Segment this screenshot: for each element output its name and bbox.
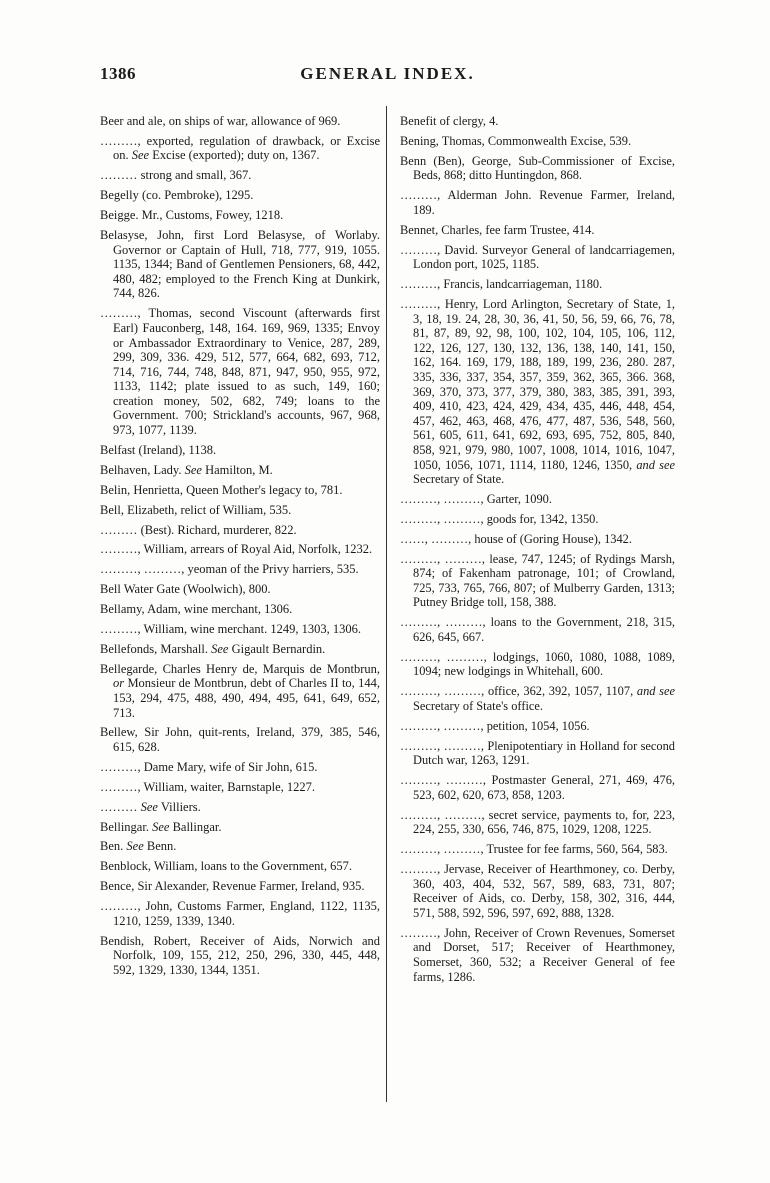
index-entry: Benn (Ben), George, Sub-Commissioner of Excise, Beds, 868; ditto Huntingdon, 868. bbox=[400, 153, 675, 183]
index-entry: Belfast (Ireland), 1138. bbox=[100, 442, 217, 457]
index-entry: ………, John, Customs Farmer, England, 1122, 1135, 1210, 1259, 1339, 1340. bbox=[100, 899, 380, 928]
index-entry: ………, Francis, landcarriageman, 1180. bbox=[400, 277, 603, 292]
index-entry: ………, ………, Trustee for fee farms, 560, 564, 583. bbox=[400, 842, 668, 857]
index-entry: Benblock, William, loans to the Government, 657. bbox=[100, 859, 353, 874]
index-entry: ………, David. Surveyor General of landcarriagemen, London port, 1025, 1185. bbox=[400, 242, 675, 272]
index-entry: ………, William, waiter, Barnstaple, 1227. bbox=[100, 779, 316, 794]
index-entry: Bening, Thomas, Commonwealth Excise, 539. bbox=[400, 133, 632, 148]
index-entry: Bennet, Charles, fee farm Trustee, 414. bbox=[400, 222, 595, 237]
index-entry: ………, Jervase, Receiver of Hearthmoney, co. Derby, 360, 403, 404, 532, 567, 589, 683, 731, 807; Receiver of Aids, co. Derby, 158, 302, 316, 444, 571, 588, 592, 596, 597, 692, 888, 1328. bbox=[400, 862, 675, 920]
index-entry: ………, William, wine merchant. 1249, 1303, 1306. bbox=[100, 621, 362, 636]
index-entry: Belin, Henrietta, Queen Mother's legacy to, 781. bbox=[100, 482, 343, 497]
index-entry: Beer and ale, on ships of war, allowance of 969. bbox=[100, 114, 341, 128]
index-entry: ………, ………, loans to the Government, 218, 315, 626, 645, 667. bbox=[400, 615, 675, 644]
index-entry: ………, John, Receiver of Crown Revenues, Somerset and Dorset, 517; Receiver of Hearthmoney, Somerset, 360, 532; a Receiver General of fee farms, 1286. bbox=[400, 925, 675, 984]
index-entry: ……… See Villiers. bbox=[100, 799, 201, 814]
index-entry: ………, ………, Garter, 1090. bbox=[400, 492, 552, 507]
index-entry: Bellegarde, Charles Henry de, Marquis de Montbrun, or Monsieur de Montbrun, debt of Charles II to, 144, 153, 294, 475, 488, 490, 494, 495, 641, 649, 652, 713. bbox=[100, 661, 380, 720]
index-entry: ………, ………, yeoman of the Privy harriers, 535. bbox=[100, 562, 359, 577]
index-entry: Bellamy, Adam, wine merchant, 1306. bbox=[100, 602, 293, 617]
index-entry: ……… strong and small, 367. bbox=[100, 168, 252, 183]
index-entry: ……, ………, house of (Goring House), 1342. bbox=[400, 531, 632, 546]
index-entry: Bell Water Gate (Woolwich), 800. bbox=[100, 582, 271, 597]
index-entry: ………, Alderman John. Revenue Farmer, Ireland, 189. bbox=[400, 188, 675, 217]
index-entry: Ben. See Benn. bbox=[100, 839, 177, 854]
column-divider bbox=[386, 106, 387, 1102]
running-title: GENERAL INDEX. bbox=[300, 64, 475, 83]
index-entry: ………, Dame Mary, wife of Sir John, 615. bbox=[100, 759, 318, 774]
index-entry: ………, ………, petition, 1054, 1056. bbox=[400, 718, 590, 733]
index-entry: ………, exported, regulation of drawback, or Excise on. See Excise (exported); duty on, 1367. bbox=[100, 133, 380, 163]
page-number: 1386 bbox=[100, 64, 136, 83]
index-entry: Bellew, Sir John, quit-rents, Ireland, 379, 385, 546, 615, 628. bbox=[100, 725, 380, 755]
index-entry: ………, William, arrears of Royal Aid, Norfolk, 1232. bbox=[100, 542, 373, 557]
index-entry: ………, ………, goods for, 1342, 1350. bbox=[400, 511, 599, 526]
index-entry: Bell, Elizabeth, relict of William, 535. bbox=[100, 502, 292, 517]
index-entry: Bence, Sir Alexander, Revenue Farmer, Ireland, 935. bbox=[100, 879, 365, 894]
index-entry: Bellefonds, Marshall. See Gigault Bernardin. bbox=[100, 641, 326, 656]
index-entry: ………, ………, Postmaster General, 271, 469, 476, 523, 602, 620, 673, 858, 1203. bbox=[400, 773, 675, 802]
page-header bbox=[100, 64, 675, 88]
index-entry: ………, ………, lease, 747, 1245; of Rydings Marsh, 874; of Fakenham patronage, 101; of Crowland, 725, 733, 765, 766, 807; of Mulberry Garden, 1313; Putney Bridge toll, 158, 388. bbox=[400, 551, 675, 610]
index-entry: Begelly (co. Pembroke), 1295. bbox=[100, 188, 254, 203]
index-entry: ………, ………, secret service, payments to, for, 223, 224, 255, 330, 656, 746, 875, 1029, 1208, 1225. bbox=[400, 807, 675, 837]
index-entry: ………, Henry, Lord Arlington, Secretary of State, 1, 3, 18, 19. 24, 28, 30, 36, 41, 50, 56, 59, 66, 76, 78, 81, 87, 89, 92, 98, 100, 102, 104, 105, 106, 112, 122, 126, 127, 130, 132, 136, 138, 140, 141, 150, 162, 164. 169, 179, 188, 189, 199, 236, 280. 287, 335, 336, 337, 354, 357, 359, 362, 365, 366. 368, 369, 370, 373, 377, 379, 380, 383, 385, 391, 393, 409, 410, 423, 424, 429, 434, 435, 446, 448, 454, 457, 462, 463, 468, 476, 477, 487, 536, 548, 560, 561, 605, 611, 641, 692, 693, 695, 752, 805, 840, 858, 921, 979, 980, 1007, 1008, 1014, 1016, 1047, 1050, 1056, 1071, 1114, 1180, 1246, 1350, and see Secretary of State. bbox=[400, 297, 675, 487]
index-entry: Bendish, Robert, Receiver of Aids, Norwich and Norfolk, 109, 155, 212, 250, 296, 330, 445, 448, 592, 1329, 1330, 1344, 1351. bbox=[100, 933, 380, 977]
index-entry: ………, ………, lodgings, 1060, 1080, 1088, 1089, 1094; new lodgings in Whitehall, 600. bbox=[400, 649, 675, 679]
left-column bbox=[100, 114, 380, 983]
index-entry: Belasyse, John, first Lord Belasyse, of Worlaby. Governor or Captain of Hull, 718, 777, 919, 1055. 1135, 1344; Band of Gentlemen Pensioners, 68, 442, 480, 482; employed to the French King at Dunkirk, 744, 826. bbox=[100, 228, 380, 301]
right-column bbox=[400, 114, 675, 989]
index-entry: ……… (Best). Richard, murderer, 822. bbox=[100, 522, 297, 537]
index-entry: Belhaven, Lady. See Hamilton, M. bbox=[100, 462, 273, 477]
index-entry: Beigge. Mr., Customs, Fowey, 1218. bbox=[100, 208, 284, 223]
index-entry: Bellingar. See Ballingar. bbox=[100, 819, 222, 834]
index-entry: ………, ………, office, 362, 392, 1057, 1107, and see Secretary of State's office. bbox=[400, 684, 675, 713]
index-entry: ………, Thomas, second Viscount (afterwards first Earl) Fauconberg, 148, 164. 169, 969, 1335; Envoy or Ambassador Extraordinary to Venice, 287, 289, 299, 309, 336. 429, 512, 577, 664, 682, 693, 712, 714, 716, 744, 748, 848, 871, 947, 950, 955, 972, 1133, 1142; plate issued to as such, 149, 160; creation money, 502, 682, 749; loans to the Government. 700; Strickland's accounts, 967, 968, 973, 1077, 1139. bbox=[100, 306, 380, 438]
index-entry: Benefit of clergy, 4. bbox=[400, 114, 499, 128]
index-entry: ………, ………, Plenipotentiary in Holland for second Dutch war, 1263, 1291. bbox=[400, 738, 675, 768]
